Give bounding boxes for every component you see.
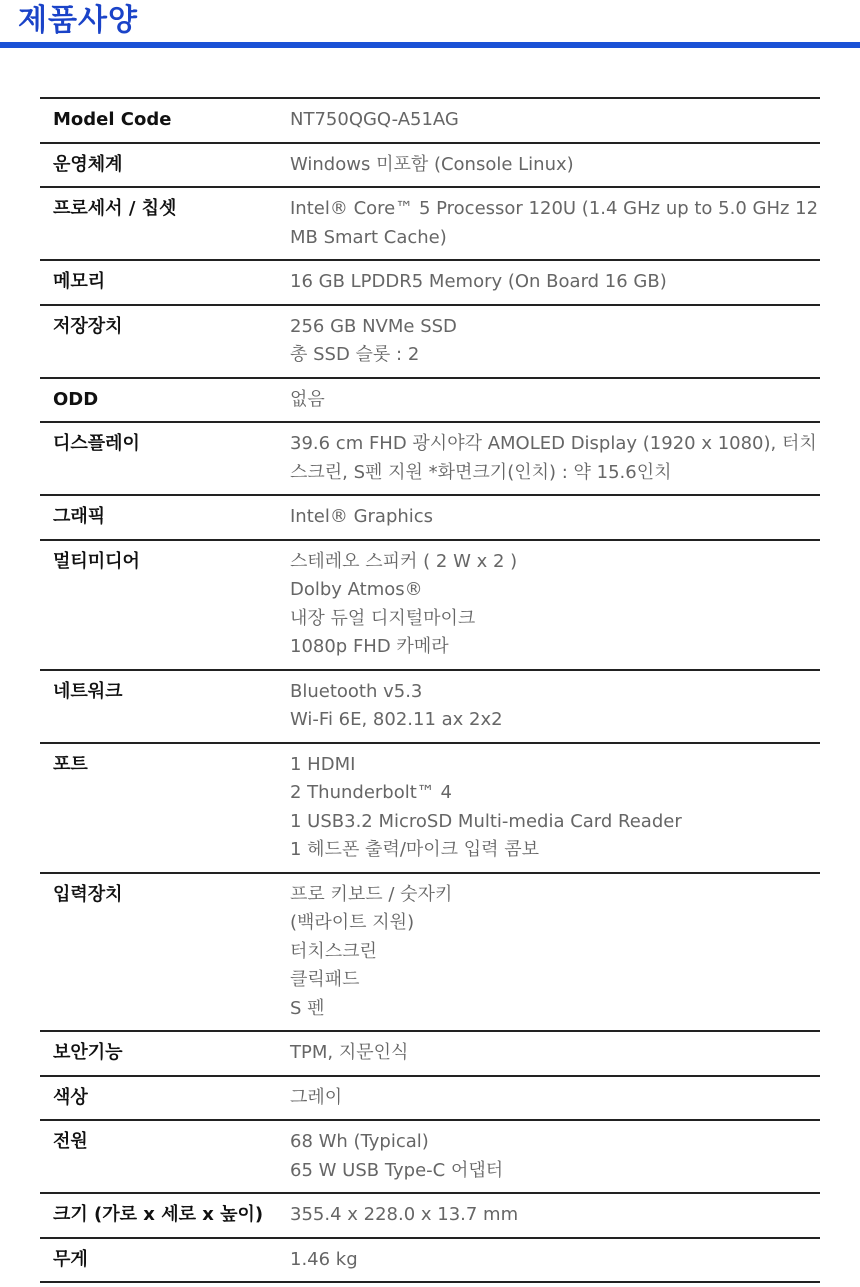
spec-value-line: 65 W USB Type-C 어댑터 [290, 1159, 504, 1181]
spec-value [290, 378, 820, 423]
spec-value-line: S 펜 [290, 997, 325, 1019]
spec-value [290, 873, 820, 1032]
spec-label: 그래픽 [53, 506, 106, 527]
spec-label: 무게 [53, 1248, 88, 1270]
spec-value-line: Bluetooth v5.3 [290, 680, 423, 702]
spec-value-line: 클릭패드 [290, 969, 360, 990]
spec-value-line: 없음 [290, 388, 325, 410]
spec-value-line: 총 SSD 슬롯 : 2 [290, 344, 420, 365]
spec-value-line: 프로 키보드 / 숫자키 [290, 883, 453, 905]
spec-value [290, 143, 820, 188]
spec-value-line: 내장 듀얼 디지털마이크 [290, 607, 476, 629]
spec-value [290, 1120, 820, 1193]
spec-value [290, 495, 820, 540]
spec-value [290, 1238, 820, 1283]
spec-value [290, 1031, 820, 1076]
spec-value-line: 68 Wh (Typical) [290, 1131, 429, 1152]
spec-row [40, 1076, 820, 1121]
spec-table [40, 97, 820, 1283]
spec-value-line: 1 헤드폰 출력/마이크 입력 콤보 [290, 839, 540, 860]
spec-row [40, 540, 820, 670]
spec-value-line: Intel® Core™ 5 Processor 120U (1.4 GHz up to 5.0 GHz 12 [290, 198, 819, 219]
spec-value [290, 260, 820, 305]
spec-row [40, 495, 820, 540]
spec-value-line: 스테레오 스피커 ( 2 W x 2 ) [290, 550, 518, 572]
spec-row [40, 873, 820, 1032]
spec-value [290, 743, 820, 873]
spec-value-line: TPM, 지문인식 [290, 1042, 409, 1063]
spec-value [290, 670, 820, 743]
spec-label: 운영체계 [53, 153, 123, 175]
spec-value-line: 39.6 cm FHD 광시야각 AMOLED Display (1920 x 1080), 터치 [290, 433, 817, 454]
spec-row [40, 1193, 820, 1238]
spec-label: 디스플레이 [53, 433, 140, 454]
spec-label: 입력장치 [53, 883, 123, 905]
page-header [0, 0, 860, 48]
spec-value-line: Intel® Graphics [290, 506, 434, 527]
spec-value-line: 1.46 kg [290, 1248, 358, 1270]
spec-label: 보안기능 [53, 1042, 123, 1063]
spec-label: 색상 [53, 1086, 88, 1108]
spec-label: 프로세서 / 칩셋 [53, 198, 177, 219]
spec-value-line: 1080p FHD 카메라 [290, 636, 449, 657]
spec-table-body [40, 98, 820, 1282]
spec-row [40, 743, 820, 873]
spec-label: 네트워크 [53, 680, 123, 702]
spec-row [40, 260, 820, 305]
title-underline-bar [0, 42, 860, 48]
spec-value [290, 1193, 820, 1238]
spec-value-line: 스크린, S펜 지원 *화면크기(인치) : 약 15.6인치 [290, 461, 672, 483]
spec-row [40, 670, 820, 743]
spec-label: 포트 [53, 753, 88, 775]
spec-row [40, 1120, 820, 1193]
spec-value-line: 16 GB LPDDR5 Memory (On Board 16 GB) [290, 271, 667, 292]
spec-value-line: 터치스크린 [290, 940, 377, 962]
spec-label: 전원 [53, 1131, 88, 1152]
spec-value-line: Wi-Fi 6E, 802.11 ax 2x2 [290, 709, 503, 730]
spec-value-line: 그레이 [290, 1086, 343, 1108]
spec-value-line: Windows 미포함 (Console Linux) [290, 153, 574, 175]
spec-value-line: Dolby Atmos® [290, 579, 423, 600]
spec-value-line: 1 USB3.2 MicroSD Multi-media Card Reader [290, 810, 682, 832]
spec-row [40, 1238, 820, 1283]
spec-value-line: NT750QGQ-A51AG [290, 109, 459, 130]
spec-row [40, 378, 820, 423]
spec-value-line: 1 HDMI [290, 753, 356, 775]
spec-value [290, 1076, 820, 1121]
spec-value [290, 305, 820, 378]
spec-row [40, 305, 820, 378]
spec-row [40, 143, 820, 188]
spec-row [40, 98, 820, 143]
spec-row [40, 422, 820, 495]
spec-value-line: 2 Thunderbolt™ 4 [290, 782, 452, 803]
spec-label: 메모리 [53, 271, 106, 292]
spec-value [290, 98, 820, 143]
spec-label: 저장장치 [53, 315, 123, 337]
spec-value-line: 256 GB NVMe SSD [290, 315, 457, 337]
spec-label: ODD [53, 388, 99, 410]
spec-row [40, 187, 820, 260]
spec-label: Model Code [53, 109, 172, 130]
spec-value-line: 355.4 x 228.0 x 13.7 mm [290, 1204, 519, 1225]
spec-value [290, 540, 820, 670]
spec-label: 멀티미디어 [53, 550, 140, 572]
spec-value [290, 422, 820, 495]
spec-value-line: (백라이트 지원) [290, 912, 415, 933]
page-title: 제품사양 [18, 3, 138, 38]
spec-label: 크기 (가로 x 세로 x 높이) [53, 1204, 264, 1225]
spec-value [290, 187, 820, 260]
spec-value-line: MB Smart Cache) [290, 226, 447, 248]
spec-row [40, 1031, 820, 1076]
